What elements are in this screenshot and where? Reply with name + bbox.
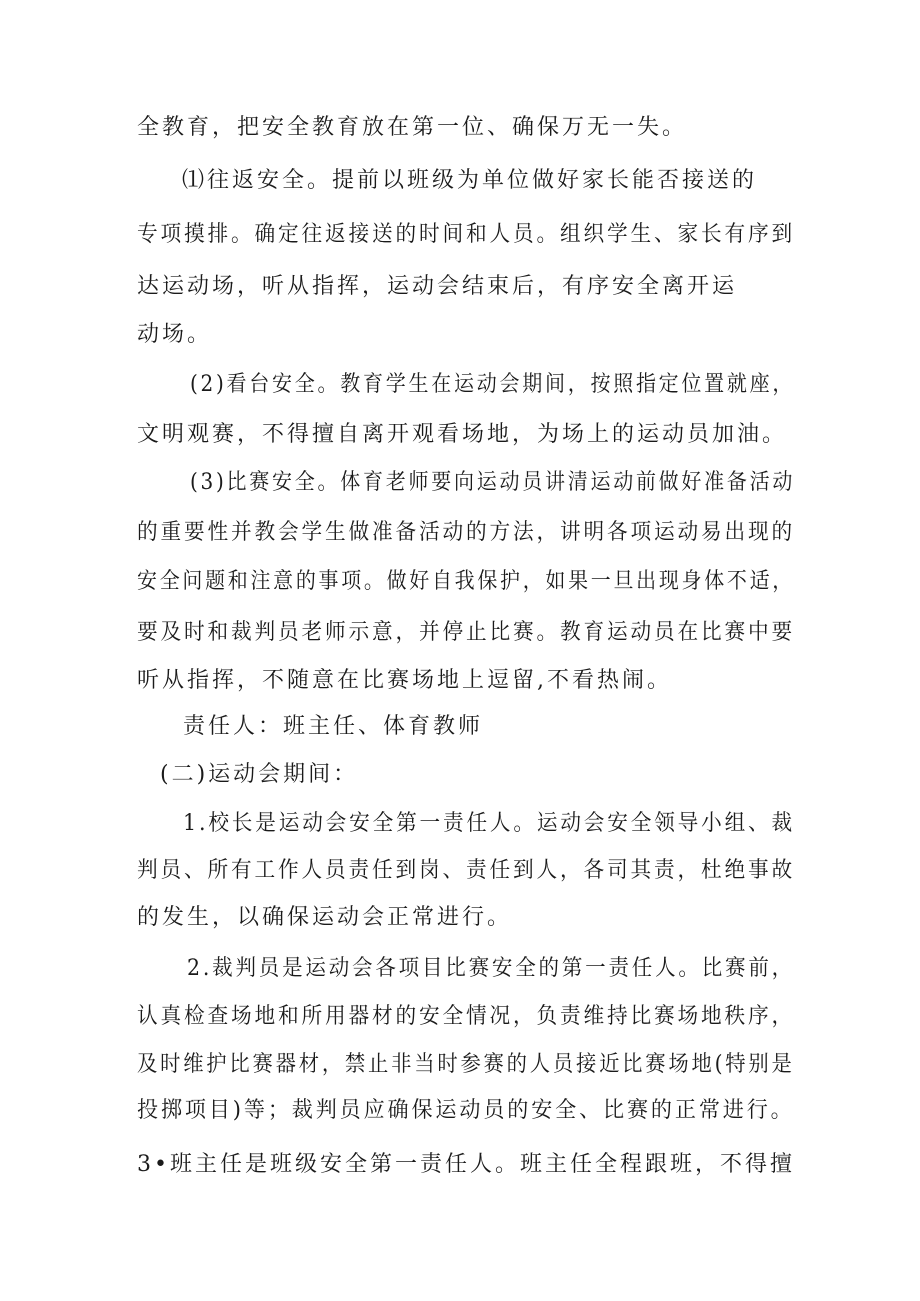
text-line-5: 动场。 [137, 322, 213, 347]
text-line-2: ⑴往返安全。提前以班级为单位做好家长能否接送的 [182, 168, 758, 193]
text-line-1: 全教育，把安全教育放在第一位、确保万无一失。 [137, 115, 688, 140]
text-line-11: 要及时和裁判员老师示意，并停止比赛。教育运动员在比赛中要 [137, 620, 796, 645]
text-line-13: 责任人：班主任、体育教师 [183, 714, 484, 739]
text-line-17: 的发生，以确保运动会正常进行。 [137, 905, 513, 930]
text-line-19: 认真检查场地和所用器材的安全情况，负责维持比赛场地秩序， [137, 1004, 796, 1029]
text-line-7: 文明观赛，不得擅自离开观看场地，为场上的运动员加油。 [137, 422, 788, 447]
text-line-3: 专项摸排。确定往返接送的时间和人员。组织学生、家长有序到 [137, 222, 796, 247]
text-line-12: 听从指挥，不随意在比赛场地上逗留,不看热闹。 [137, 668, 672, 693]
text-line-16: 判员、所有工作人员责任到岗、责任到人，各司其责，杜绝事故 [137, 858, 796, 883]
text-line-21: 投掷项目)等；裁判员应确保运动员的安全、比赛的正常进行。 [137, 1098, 795, 1123]
text-line-14: (二)运动会期间： [160, 762, 359, 787]
text-line-22: 3•班主任是班级安全第一责任人。班主任全程跟班，不得擅 [137, 1152, 795, 1177]
text-line-15: 1.校长是运动会安全第一责任人。运动会安全领导小组、裁 [183, 811, 795, 836]
text-line-9: 的重要性并教会学生做准备活动的方法，讲明各项运动易出现的 [137, 520, 796, 545]
text-line-10: 安全问题和注意的事项。做好自我保护，如果一旦出现身体不适， [137, 569, 796, 594]
text-line-8: (3)比赛安全。体育老师要向运动员讲清运动前做好准备活动 [190, 470, 796, 495]
text-line-6: (2)看台安全。教育学生在运动会期间，按照指定位置就座， [190, 372, 796, 397]
text-line-18: 2.裁判员是运动会各项目比赛安全的第一责任人。比赛前， [187, 956, 795, 981]
text-line-4: 达运动场，听从指挥，运动会结束后，有序安全离开运 [137, 274, 738, 299]
text-line-20: 及时维护比赛器材，禁止非当时参赛的人员接近比赛场地(特别是 [137, 1052, 795, 1077]
